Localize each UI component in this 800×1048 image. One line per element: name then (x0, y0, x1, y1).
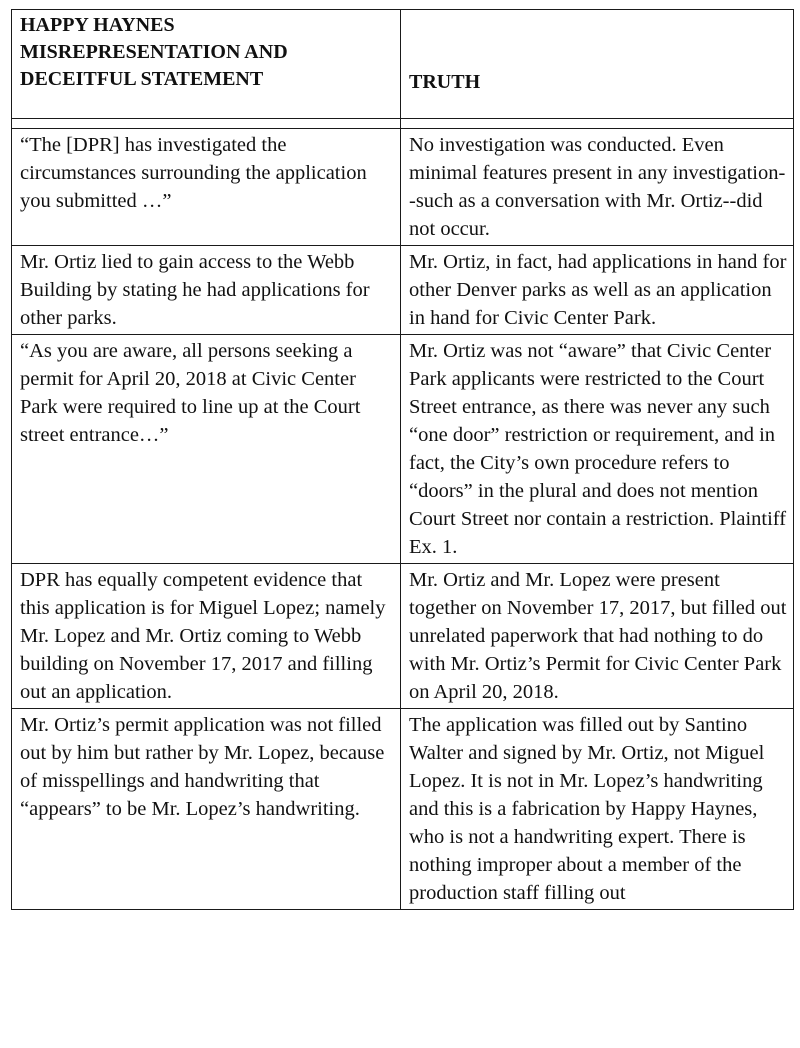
statement-cell: Mr. Ortiz lied to gain access to the Webb Building by stating he had applications for other parks. (12, 246, 401, 335)
table-row (12, 564, 794, 709)
header-spacer-row (12, 119, 794, 129)
header-misrepresentation: HAPPY HAYNES MISREPRESENTATION AND DECEITFUL STATEMENT (12, 10, 401, 119)
truth-cell: Mr. Ortiz, in fact, had applications in hand for other Denver parks as well as an application in hand for Civic Center Park. (401, 246, 794, 335)
table-row (12, 335, 794, 564)
comparison-table (11, 9, 794, 910)
spacer-cell-right (401, 119, 794, 129)
table-row (12, 246, 794, 335)
truth-cell: Mr. Ortiz and Mr. Lopez were present together on November 17, 2017, but filled out unrelated paperwork that had nothing to do with Mr. Ortiz’s Permit for Civic Center Park on April 20, 2018. (401, 564, 794, 709)
statement-cell: Mr. Ortiz’s permit application was not filled out by him but rather by Mr. Lopez, because of misspellings and handwriting that “appears” to be Mr. Lopez’s handwriting. (12, 709, 401, 910)
truth-cell: No investigation was conducted. Even minimal features present in any investigation--such as a conversation with Mr. Ortiz--did not occur. (401, 129, 794, 246)
table-row (12, 709, 794, 910)
statement-cell: “As you are aware, all persons seeking a permit for April 20, 2018 at Civic Center Park were required to line up at the Court street entrance…” (12, 335, 401, 564)
truth-cell: The application was filled out by Santino Walter and signed by Mr. Ortiz, not Miguel Lopez. It is not in Mr. Lopez’s handwriting and this is a fabrication by Happy Haynes, who is not a handwriting expert. There is nothing improper about a member of the production staff filling out (401, 709, 794, 910)
header-truth: TRUTH (401, 10, 794, 119)
statement-cell: “The [DPR] has investigated the circumstances surrounding the application you submitted …” (12, 129, 401, 246)
statement-cell: DPR has equally competent evidence that this application is for Miguel Lopez; namely Mr. Lopez and Mr. Ortiz coming to Webb building on November 17, 2017 and filling out an application. (12, 564, 401, 709)
table-row (12, 129, 794, 246)
table-header-row (12, 10, 794, 119)
spacer-cell-left (12, 119, 401, 129)
truth-cell: Mr. Ortiz was not “aware” that Civic Center Park applicants were restricted to the Court Street entrance, as there was never any such “one door” restriction or requirement, and in fact, the City’s own procedure refers to “doors” in the plural and does not mention Court Street nor contain a restriction. Plaintiff Ex. 1. (401, 335, 794, 564)
